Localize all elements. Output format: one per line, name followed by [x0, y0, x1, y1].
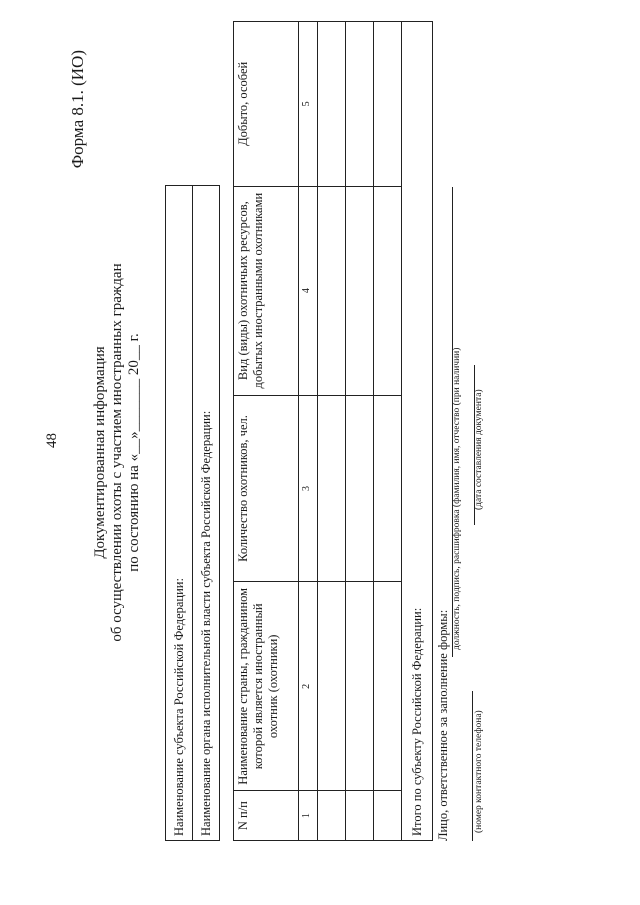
table-cell[interactable] — [318, 186, 346, 395]
total-label: Итого по субъекту Российской Федерации: — [402, 22, 433, 841]
document-subtitle: об осуществлении охоты с участием иностранных граждан — [109, 263, 125, 642]
table-cell[interactable] — [318, 395, 346, 582]
table-cell[interactable] — [374, 186, 402, 395]
subject-info-table — [165, 185, 220, 841]
header-resource-types: Вид (виды) охотничьих ресурсов, добытых иностранными охотниками — [234, 186, 299, 395]
document-title: Документированная информация — [92, 346, 108, 559]
column-number-row — [299, 22, 318, 841]
column-number: 2 — [299, 582, 318, 791]
hunting-table — [233, 21, 433, 841]
table-cell[interactable] — [374, 395, 402, 582]
table-row — [318, 22, 346, 841]
header-number: N п/п — [234, 791, 299, 841]
table-cell[interactable] — [346, 186, 374, 395]
signature-caption: должность, подпись, расшифровка (фамилия, имя, отчество (при наличии) — [452, 347, 462, 650]
total-row — [402, 22, 433, 841]
table-cell[interactable] — [318, 791, 346, 841]
table-cell[interactable] — [346, 22, 374, 187]
responsible-label: Лицо, ответственное за заполнение формы: — [436, 609, 450, 841]
header-country: Наименование страны, гражданином которой является иностранный охотник (охотники) — [234, 582, 299, 791]
authority-name-field[interactable]: Наименование органа исполнительной власти субъекта Российской Федерации: — [193, 186, 220, 841]
column-number: 4 — [299, 186, 318, 395]
table-cell[interactable] — [318, 22, 346, 187]
table-cell[interactable] — [374, 22, 402, 187]
form-label: Форма 8.1. (ИО) — [68, 50, 87, 169]
page-number: 48 — [44, 433, 60, 448]
table-cell[interactable] — [346, 791, 374, 841]
column-number: 1 — [299, 791, 318, 841]
header-harvested: Добыто, особей — [234, 22, 299, 187]
table-row — [346, 22, 374, 841]
table-row — [374, 22, 402, 841]
table-cell[interactable] — [346, 395, 374, 582]
header-hunter-count: Количество охотников, чел. — [234, 395, 299, 582]
column-number: 3 — [299, 395, 318, 582]
date-caption: (дата составления документа) — [474, 389, 484, 510]
document-date-line: по состоянию на «__»_______ 20__ г. — [126, 333, 142, 572]
phone-caption: (номер контактного телефона) — [474, 710, 484, 833]
phone-line[interactable] — [472, 691, 473, 841]
table-cell[interactable] — [318, 582, 346, 791]
subject-name-field[interactable]: Наименование субъекта Российской Федерации: — [166, 186, 193, 841]
column-number: 5 — [299, 22, 318, 187]
table-cell[interactable] — [346, 582, 374, 791]
table-cell[interactable] — [374, 791, 402, 841]
table-cell[interactable] — [374, 582, 402, 791]
